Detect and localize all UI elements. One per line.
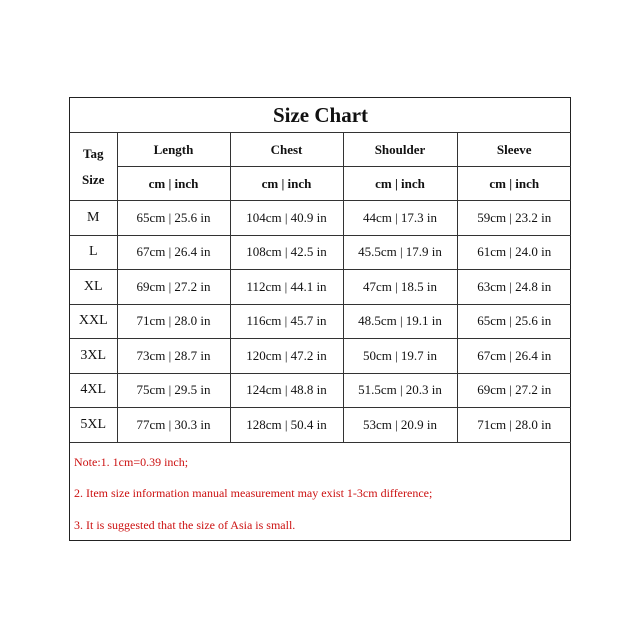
size-cell: L bbox=[70, 235, 117, 270]
table-row bbox=[70, 235, 571, 270]
size-cell: 4XL bbox=[70, 373, 117, 408]
note-line: 2. Item size information manual measurement may exist 1-3cm difference; bbox=[74, 486, 433, 500]
size-label: Size bbox=[82, 171, 105, 187]
sleeve-cell: 69cm | 27.2 in bbox=[457, 373, 571, 408]
column-header-length: Length bbox=[117, 133, 230, 167]
sleeve-cell: 67cm | 26.4 in bbox=[457, 339, 571, 374]
unit-label: cm | inch bbox=[117, 167, 230, 201]
sleeve-cell: 59cm | 23.2 in bbox=[457, 201, 571, 236]
chest-cell: 112cm | 44.1 in bbox=[230, 270, 343, 305]
chest-cell: 128cm | 50.4 in bbox=[230, 408, 343, 443]
length-cell: 71cm | 28.0 in bbox=[117, 304, 230, 339]
shoulder-cell: 48.5cm | 19.1 in bbox=[343, 304, 457, 339]
table-row bbox=[70, 408, 571, 443]
length-cell: 77cm | 30.3 in bbox=[117, 408, 230, 443]
size-cell: XL bbox=[70, 270, 117, 305]
table-row bbox=[70, 339, 571, 374]
shoulder-cell: 44cm | 17.3 in bbox=[343, 201, 457, 236]
length-cell: 67cm | 26.4 in bbox=[117, 235, 230, 270]
size-table bbox=[70, 98, 571, 443]
table-row bbox=[70, 373, 571, 408]
table-row bbox=[70, 201, 571, 236]
column-header-shoulder: Shoulder bbox=[343, 133, 457, 167]
notes-section bbox=[70, 443, 570, 544]
table-row bbox=[70, 304, 571, 339]
shoulder-cell: 45.5cm | 17.9 in bbox=[343, 235, 457, 270]
sleeve-cell: 71cm | 28.0 in bbox=[457, 408, 571, 443]
unit-label: cm | inch bbox=[343, 167, 457, 201]
table-row bbox=[70, 270, 571, 305]
size-cell: XXL bbox=[70, 304, 117, 339]
length-cell: 65cm | 25.6 in bbox=[117, 201, 230, 236]
tag-size-header bbox=[70, 133, 117, 201]
chest-cell: 108cm | 42.5 in bbox=[230, 235, 343, 270]
note-line: 3. It is suggested that the size of Asia is small. bbox=[74, 517, 296, 532]
length-cell: 75cm | 29.5 in bbox=[117, 373, 230, 408]
sleeve-cell: 63cm | 24.8 in bbox=[457, 270, 571, 305]
note-line: Note:1. 1cm=0.39 inch; bbox=[74, 454, 189, 469]
sleeve-cell: 65cm | 25.6 in bbox=[457, 304, 571, 339]
size-cell: M bbox=[70, 201, 117, 236]
length-cell: 69cm | 27.2 in bbox=[117, 270, 230, 305]
tag-label: Tag bbox=[83, 145, 104, 161]
chest-cell: 116cm | 45.7 in bbox=[230, 304, 343, 339]
shoulder-cell: 51.5cm | 20.3 in bbox=[343, 373, 457, 408]
size-chart bbox=[69, 97, 571, 541]
shoulder-cell: 53cm | 20.9 in bbox=[343, 408, 457, 443]
chest-cell: 120cm | 47.2 in bbox=[230, 339, 343, 374]
chest-cell: 104cm | 40.9 in bbox=[230, 201, 343, 236]
column-header-sleeve: Sleeve bbox=[457, 133, 571, 167]
unit-label: cm | inch bbox=[457, 167, 571, 201]
shoulder-cell: 50cm | 19.7 in bbox=[343, 339, 457, 374]
chest-cell: 124cm | 48.8 in bbox=[230, 373, 343, 408]
column-header-chest: Chest bbox=[230, 133, 343, 167]
length-cell: 73cm | 28.7 in bbox=[117, 339, 230, 374]
unit-label: cm | inch bbox=[230, 167, 343, 201]
shoulder-cell: 47cm | 18.5 in bbox=[343, 270, 457, 305]
size-cell: 5XL bbox=[70, 408, 117, 443]
chart-title: Size Chart bbox=[70, 98, 571, 133]
sleeve-cell: 61cm | 24.0 in bbox=[457, 235, 571, 270]
size-cell: 3XL bbox=[70, 339, 117, 374]
